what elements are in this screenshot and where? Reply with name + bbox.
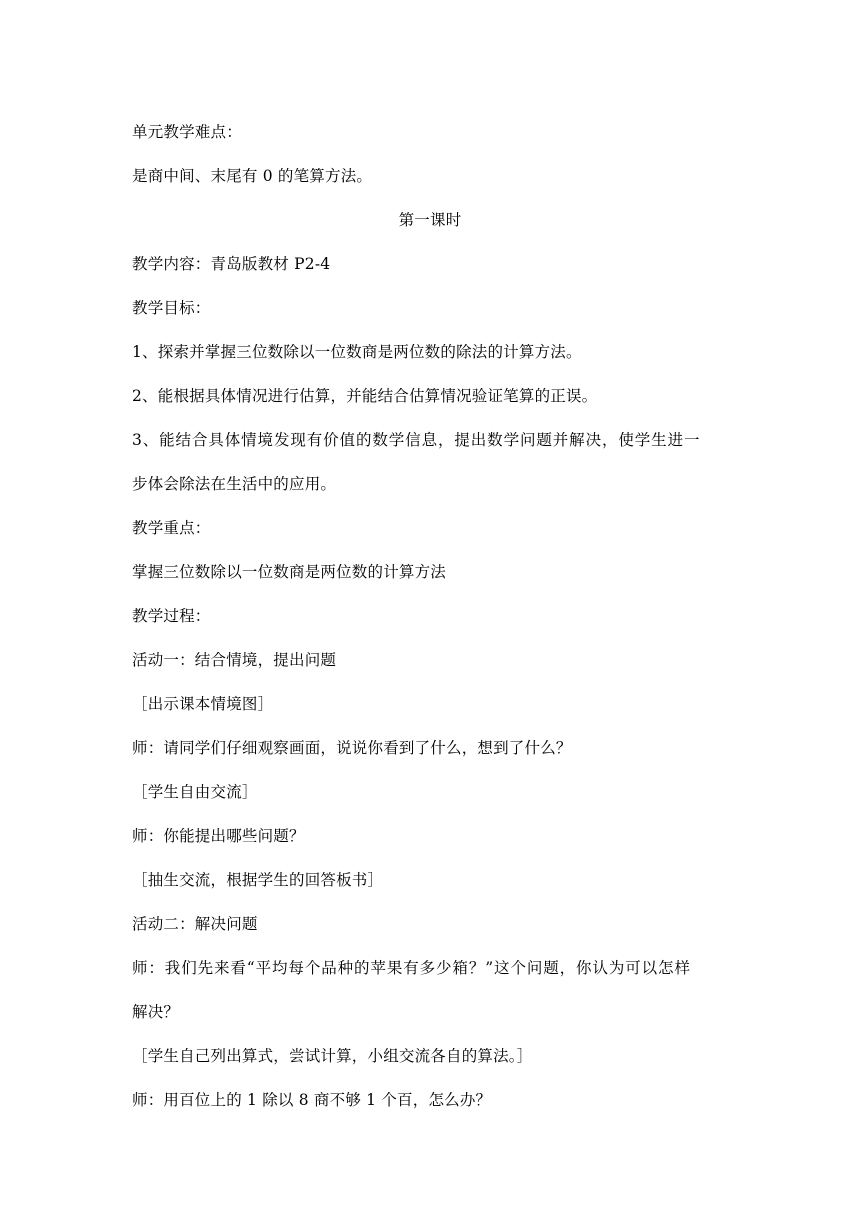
teacher-line: 师：你能提出哪些问题？: [132, 827, 305, 845]
heading-unit-difficulty: 单元教学难点：: [132, 123, 242, 141]
lesson-title: 第一课时: [398, 211, 462, 229]
teacher-line: 师：请同学们仔细观察画面，说说你看到了什么，想到了什么？: [132, 739, 572, 757]
heading-teaching-focus: 教学重点：: [132, 519, 211, 537]
teacher-line: 师：我们先来看“平均每个品种的苹果有多少箱？”这个问题，你认为可以怎样: [132, 959, 691, 977]
activity-1-title: 活动一：结合情境，提出问题: [132, 651, 337, 669]
heading-teaching-process: 教学过程：: [132, 607, 211, 625]
teacher-line: 师：用百位上的 1 除以 8 商不够 1 个百，怎么办？: [132, 1091, 492, 1109]
activity-2-title: 活动二：解决问题: [132, 915, 258, 933]
goal-item-3-continued: 步体会除法在生活中的应用。: [132, 475, 337, 493]
stage-direction: ［学生自由交流］: [132, 783, 258, 801]
text-paragraph: 是商中间、末尾有 0 的笔算方法。: [132, 167, 373, 185]
stage-direction: ［抽生交流，根据学生的回答板书］: [132, 871, 384, 889]
teacher-line-continued: 解决？: [132, 1003, 180, 1021]
goal-item-2: 2、能根据具体情况进行估算，并能结合估算情况验证笔算的正误。: [132, 387, 598, 405]
text-teaching-content: 教学内容：青岛版教材 P2-4: [132, 255, 331, 273]
stage-direction: ［出示课本情境图］: [132, 695, 274, 713]
goal-item-1: 1、探索并掌握三位数除以一位数商是两位数的除法的计算方法。: [132, 343, 582, 361]
stage-direction: ［学生自己列出算式，尝试计算，小组交流各自的算法。］: [132, 1047, 533, 1065]
heading-teaching-goals: 教学目标：: [132, 299, 211, 317]
text-teaching-focus: 掌握三位数除以一位数商是两位数的计算方法: [132, 563, 447, 581]
goal-item-3: 3、能结合具体情境发现有价值的数学信息，提出数学问题并解决，使学生进一: [132, 431, 701, 449]
